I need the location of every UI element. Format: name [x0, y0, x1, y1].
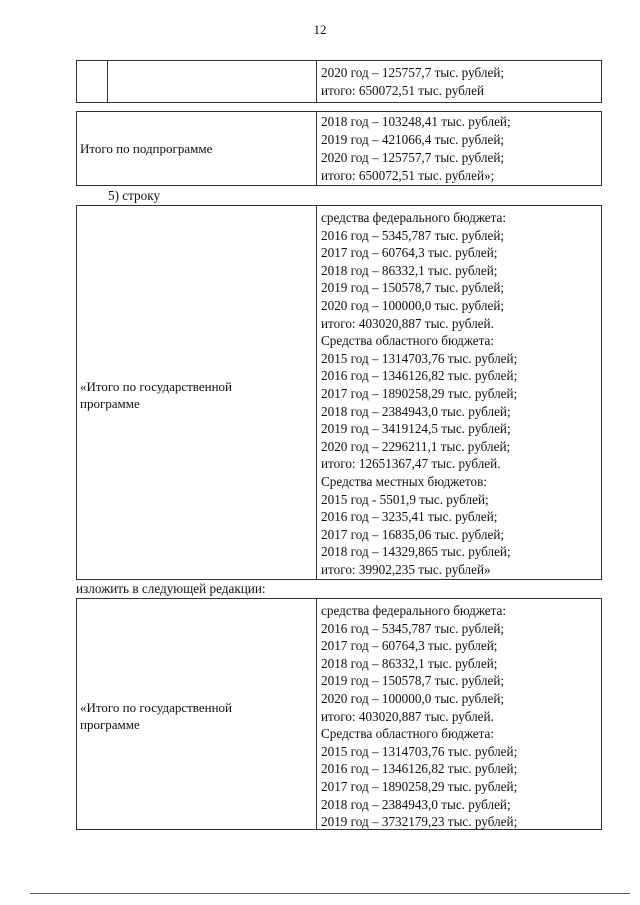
- budget-total: итого: 650072,51 тыс. рублей: [321, 83, 485, 98]
- budget-line: 2018 год – 86332,1 тыс. рублей;: [321, 655, 498, 671]
- budget-line: 2018 год – 14329,865 тыс. рублей;: [321, 544, 511, 560]
- budget-line: Средства областного бюджета:: [321, 333, 495, 349]
- budget-line: итого: 403020,887 тыс. рублей.: [321, 708, 494, 724]
- budget-line: 2019 год – 3732179,23 тыс. рублей;: [321, 814, 518, 830]
- budget-line: 2019 год – 421066,4 тыс. рублей;: [321, 132, 505, 147]
- budget-line: 2016 год – 1346126,82 тыс. рублей;: [321, 368, 518, 384]
- state-program-label-line2: программе: [80, 717, 140, 732]
- budget-line: 2017 год – 1890258,29 тыс. рублей;: [321, 779, 518, 794]
- budget-line: 2020 год – 100000,0 тыс. рублей;: [321, 691, 505, 706]
- state-program-label: [80, 699, 232, 733]
- table-state-program-old: [76, 205, 602, 580]
- budget-line: 2015 год – 1314703,76 тыс. рублей;: [321, 743, 518, 759]
- budget-line: 2017 год – 60764,3 тыс. рублей;: [321, 638, 498, 654]
- instruction-text: изложить в следующей редакции:: [76, 581, 266, 596]
- subprogram-total-label: Итого по подпрограмме: [80, 141, 213, 156]
- budget-line: 2020 год – 100000,0 тыс. рублей;: [321, 298, 505, 313]
- budget-line: 2016 год – 5345,787 тыс. рублей;: [321, 620, 505, 636]
- budget-line: средства федерального бюджета:: [321, 210, 507, 225]
- budget-line: Средства областного бюджета:: [321, 726, 495, 742]
- bottom-rule: [30, 893, 630, 894]
- budget-line: 2016 год – 5345,787 тыс. рублей;: [321, 227, 505, 243]
- budget-line: итого: 39902,235 тыс. рублей»: [321, 562, 491, 577]
- budget-line: 2020 год – 2296211,1 тыс. рублей;: [321, 438, 511, 454]
- table-state-program-new: [76, 598, 602, 830]
- budget-line: 2016 год – 3235,41 тыс. рублей;: [321, 509, 498, 525]
- budget-line: 2018 год – 2384943,0 тыс. рублей;: [321, 796, 511, 812]
- budget-line: средства федерального бюджета:: [321, 603, 507, 618]
- budget-total: итого: 650072,51 тыс. рублей»;: [321, 168, 495, 183]
- table-continuation: [76, 60, 602, 103]
- budget-line: 2019 год – 3419124,5 тыс. рублей;: [321, 421, 511, 437]
- state-program-label: [80, 378, 232, 412]
- budget-line: 2020 год – 125757,7 тыс. рублей;: [321, 150, 505, 165]
- budget-line: 2015 год - 5501,9 тыс. рублей;: [321, 491, 489, 507]
- table-subprogram-total: [76, 111, 602, 186]
- budget-line: 2019 год – 150578,7 тыс. рублей;: [321, 280, 505, 296]
- state-program-label-line1: «Итого по государственной: [80, 700, 233, 715]
- item-5-text: 5) строку: [108, 188, 161, 203]
- budget-line: 2017 год – 1890258,29 тыс. рублей;: [321, 386, 518, 401]
- page-number: 12: [313, 22, 327, 37]
- budget-line: итого: 12651367,47 тыс. рублей.: [321, 456, 501, 472]
- budget-line: 2015 год – 1314703,76 тыс. рублей;: [321, 350, 518, 366]
- budget-line: 2018 год – 2384943,0 тыс. рублей;: [321, 403, 511, 419]
- budget-line: итого: 403020,887 тыс. рублей.: [321, 315, 494, 331]
- budget-line: 2018 год – 103248,41 тыс. рублей;: [321, 114, 511, 129]
- budget-line: 2019 год – 150578,7 тыс. рублей;: [321, 673, 505, 689]
- budget-line: 2016 год – 1346126,82 тыс. рублей;: [321, 761, 518, 777]
- budget-line: Средства местных бюджетов:: [321, 474, 488, 489]
- budget-line: 2018 год – 86332,1 тыс. рублей;: [321, 262, 498, 278]
- budget-line: 2017 год – 60764,3 тыс. рублей;: [321, 245, 498, 261]
- state-program-label-line1: «Итого по государственной: [80, 379, 233, 394]
- budget-line: 2020 год – 125757,7 тыс. рублей;: [321, 65, 505, 80]
- budget-line: 2017 год – 16835,06 тыс. рублей;: [321, 526, 505, 542]
- state-program-label-line2: программе: [80, 396, 140, 411]
